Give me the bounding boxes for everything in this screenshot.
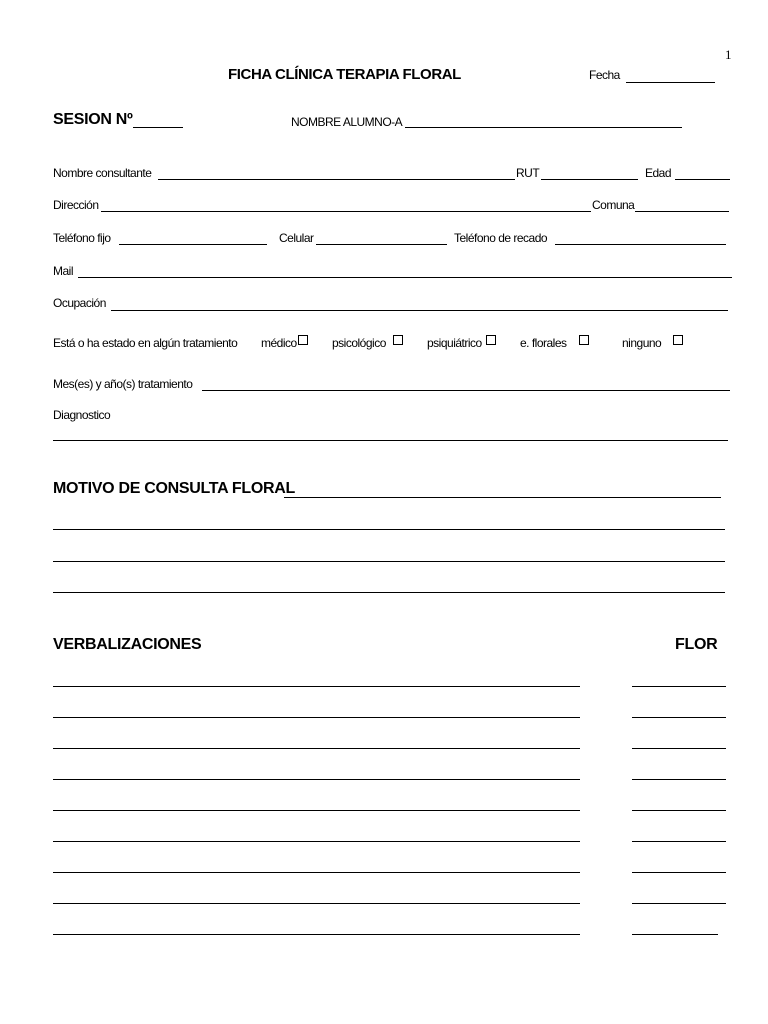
page-title: FICHA CLÍNICA TERAPIA FLORAL: [228, 66, 461, 83]
diagnostico-label: Diagnostico: [53, 408, 111, 422]
option-ninguno-label: ninguno: [622, 336, 662, 350]
comuna-label: Comuna: [592, 198, 635, 212]
flor-line[interactable]: [632, 748, 726, 749]
flor-line[interactable]: [632, 934, 718, 935]
verbalizacion-line[interactable]: [53, 748, 580, 749]
page-number: 1: [725, 47, 732, 62]
mail-field[interactable]: [78, 277, 732, 278]
verbalizaciones-heading: VERBALIZACIONES: [53, 636, 202, 653]
nombre-consultante-label: Nombre consultante: [53, 166, 152, 180]
verbalizacion-line[interactable]: [53, 903, 580, 904]
fecha-label: Fecha: [589, 68, 620, 82]
flor-line[interactable]: [632, 841, 726, 842]
option-medico-checkbox[interactable]: [298, 335, 308, 345]
edad-field[interactable]: [675, 179, 730, 180]
option-medico-label: médico: [261, 336, 297, 350]
sesion-label: SESION Nº: [53, 111, 133, 128]
motivo-line[interactable]: [53, 529, 725, 530]
celular-field[interactable]: [316, 244, 447, 245]
option-psiquiatrico-checkbox[interactable]: [486, 335, 496, 345]
verbalizacion-line[interactable]: [53, 841, 580, 842]
rut-label: RUT: [516, 166, 540, 180]
flor-line[interactable]: [632, 779, 726, 780]
ocupacion-label: Ocupación: [53, 296, 106, 310]
direccion-label: Dirección: [53, 198, 99, 212]
verbalizacion-line[interactable]: [53, 810, 580, 811]
nombre-alumno-field[interactable]: [405, 127, 682, 128]
fecha-field[interactable]: [626, 82, 715, 83]
ocupacion-field[interactable]: [111, 310, 728, 311]
motivo-heading: MOTIVO DE CONSULTA FLORAL: [53, 480, 295, 497]
nombre-consultante-field[interactable]: [158, 179, 515, 180]
verbalizacion-line[interactable]: [53, 717, 580, 718]
motivo-line[interactable]: [284, 497, 721, 498]
telefono-fijo-field[interactable]: [119, 244, 267, 245]
verbalizacion-line[interactable]: [53, 934, 580, 935]
rut-field[interactable]: [541, 179, 638, 180]
telefono-recado-field[interactable]: [555, 244, 726, 245]
direccion-field[interactable]: [101, 211, 591, 212]
tratamiento-question: Está o ha estado en algún tratamiento: [53, 336, 238, 350]
telefono-recado-label: Teléfono de recado: [454, 231, 548, 245]
sesion-number-field[interactable]: [133, 127, 183, 128]
flor-line[interactable]: [632, 717, 726, 718]
mes-anio-label: Mes(es) y año(s) tratamiento: [53, 377, 193, 391]
flor-heading: FLOR: [675, 636, 718, 653]
mes-anio-field[interactable]: [202, 390, 730, 391]
telefono-fijo-label: Teléfono fijo: [53, 231, 111, 245]
motivo-line[interactable]: [53, 592, 725, 593]
option-psicologico-checkbox[interactable]: [393, 335, 403, 345]
diagnostico-field[interactable]: [53, 440, 728, 441]
mail-label: Mail: [53, 264, 74, 278]
option-psicologico-label: psicológico: [332, 336, 386, 350]
verbalizacion-line[interactable]: [53, 872, 580, 873]
nombre-alumno-label: NOMBRE ALUMNO-A: [291, 115, 403, 129]
option-ninguno-checkbox[interactable]: [673, 335, 683, 345]
verbalizacion-line[interactable]: [53, 779, 580, 780]
celular-label: Celular: [279, 231, 314, 245]
flor-line[interactable]: [632, 686, 726, 687]
option-psiquiatrico-label: psiquiátrico: [427, 336, 482, 350]
motivo-line[interactable]: [53, 561, 725, 562]
verbalizacion-line[interactable]: [53, 686, 580, 687]
comuna-field[interactable]: [635, 211, 729, 212]
flor-line[interactable]: [632, 810, 726, 811]
option-florales-label: e. florales: [520, 336, 567, 350]
flor-line[interactable]: [632, 903, 726, 904]
option-florales-checkbox[interactable]: [579, 335, 589, 345]
flor-line[interactable]: [632, 872, 726, 873]
edad-label: Edad: [645, 166, 672, 180]
